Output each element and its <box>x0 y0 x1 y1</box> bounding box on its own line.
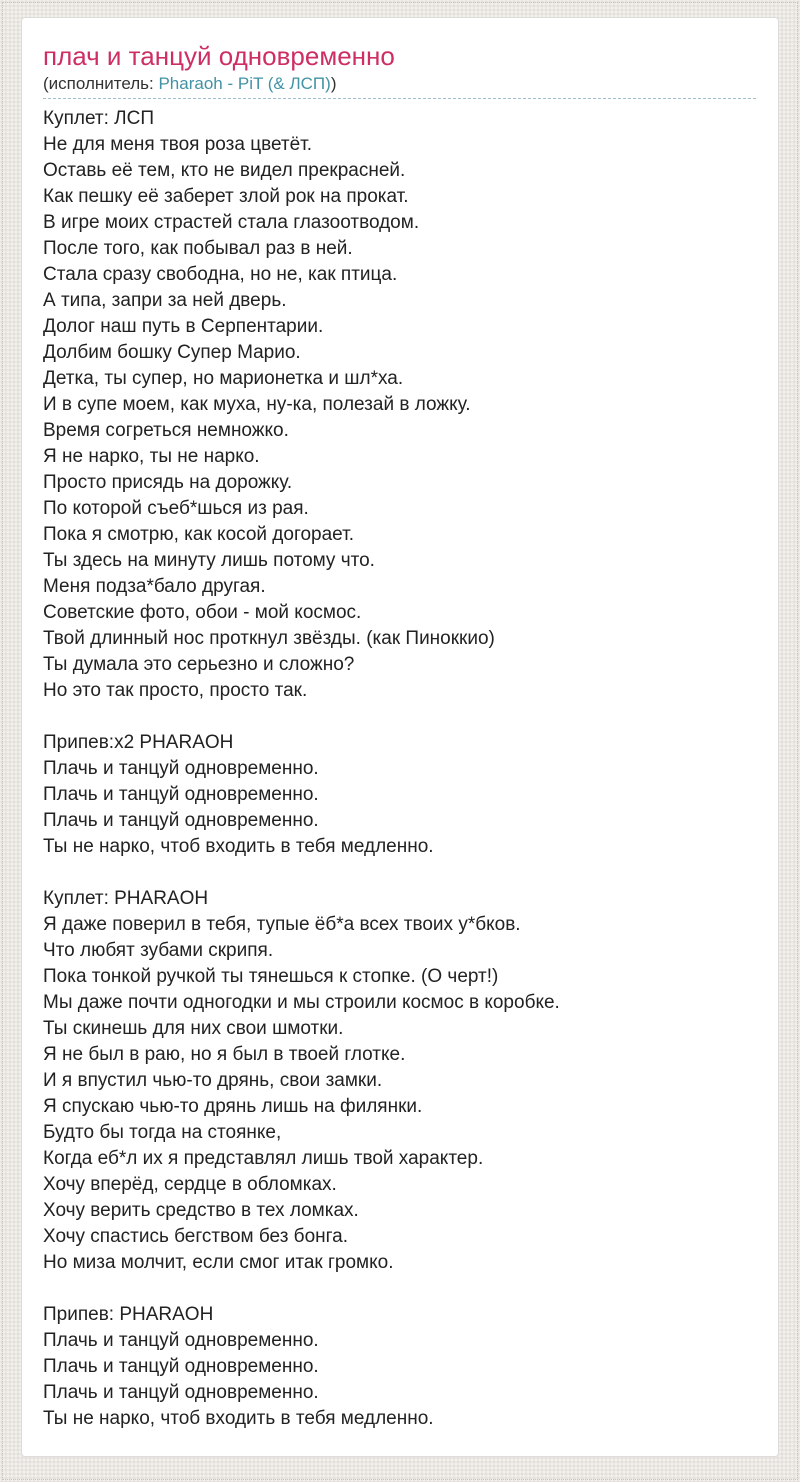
stanza <box>43 1302 756 1432</box>
lyrics-line: Когда еб*л их я представлял лишь твой характер. <box>43 1148 484 1169</box>
artist-link[interactable]: Pharaoh - PiT (& ЛСП) <box>158 74 331 93</box>
lyrics-line: Плачь и танцуй одновременно. <box>43 810 319 831</box>
artist-label-prefix: (исполнитель: <box>43 74 159 93</box>
stanza <box>43 886 756 1276</box>
lyrics-text <box>43 106 756 1432</box>
lyrics-line: Пока я смотрю, как косой догорает. <box>43 524 354 545</box>
lyrics-line: Хочу спастись бегством без бонга. <box>43 1226 348 1247</box>
lyrics-line: По которой съеб*шься из рая. <box>43 498 309 519</box>
lyrics-line: Будто бы тогда на стоянке, <box>43 1122 282 1143</box>
lyrics-card <box>21 17 779 1457</box>
lyrics-line: После того, как побывал раз в ней. <box>43 238 353 259</box>
lyrics-line: В игре моих страстей стала глазоотводом. <box>43 212 420 233</box>
lyrics-line: Плачь и танцуй одновременно. <box>43 1356 319 1377</box>
lyrics-line: Не для меня твоя роза цветёт. <box>43 134 313 155</box>
song-title: плач и танцуй одновременно <box>43 41 395 71</box>
stanza <box>43 106 756 704</box>
lyrics-line: Меня подза*бало другая. <box>43 576 266 597</box>
lyrics-line: Припев:x2 PHARAOH <box>43 732 234 753</box>
lyrics-line: Я не нарко, ты не нарко. <box>43 446 260 467</box>
lyrics-line: Я даже поверил в тебя, тупые ёб*а всех твоих у*бков. <box>43 914 521 935</box>
header <box>43 41 756 99</box>
lyrics-line: Твой длинный нос проткнул звёзды. (как Пиноккио) <box>43 628 495 649</box>
lyrics-line: Что любят зубами скрипя. <box>43 940 274 961</box>
lyrics-line: Хочу вперёд, сердце в обломках. <box>43 1174 337 1195</box>
lyrics-line: Ты думала это серьезно и сложно? <box>43 654 355 675</box>
lyrics-line: Долбим бошку Супер Марио. <box>43 342 301 363</box>
lyrics-line: Мы даже почти одногодки и мы строили космос в коробке. <box>43 992 560 1013</box>
lyrics-line: Ты здесь на минуту лишь потому что. <box>43 550 375 571</box>
lyrics-line: Детка, ты супер, но марионетка и шл*ха. <box>43 368 404 389</box>
lyrics-line: Ты скинешь для них свои шмотки. <box>43 1018 344 1039</box>
lyrics-line: Плачь и танцуй одновременно. <box>43 1382 319 1403</box>
lyrics-line: Куплет: PHARAOH <box>43 888 209 909</box>
lyrics-line: Просто присядь на дорожку. <box>43 472 293 493</box>
lyrics-line: Но миза молчит, если смог итак громко. <box>43 1252 394 1273</box>
artist-line <box>43 73 756 99</box>
lyrics-line: Ты не нарко, чтоб входить в тебя медленно. <box>43 1408 434 1429</box>
stanza <box>43 730 756 860</box>
lyrics-line: Стала сразу свободна, но не, как птица. <box>43 264 398 285</box>
lyrics-line: Советские фото, обои - мой космос. <box>43 602 362 623</box>
lyrics-line: Ты не нарко, чтоб входить в тебя медленно. <box>43 836 434 857</box>
lyrics-line: И в супе моем, как муха, ну-ка, полезай в ложку. <box>43 394 471 415</box>
lyrics-line: Хочу верить средство в тех ломках. <box>43 1200 359 1221</box>
lyrics-line: И я впустил чью-то дрянь, свои замки. <box>43 1070 383 1091</box>
lyrics-line: Припев: PHARAOH <box>43 1304 214 1325</box>
lyrics-line: Пока тонкой ручкой ты тянешься к стопке. (О черт!) <box>43 966 499 987</box>
lyrics-line: Но это так просто, просто так. <box>43 680 308 701</box>
lyrics-line: Оставь её тем, кто не видел прекрасней. <box>43 160 406 181</box>
lyrics-line: Куплет: ЛСП <box>43 108 154 129</box>
lyrics-line: Плачь и танцуй одновременно. <box>43 1330 319 1351</box>
lyrics-line: Я не был в раю, но я был в твоей глотке. <box>43 1044 406 1065</box>
lyrics-line: Долог наш путь в Серпентарии. <box>43 316 324 337</box>
lyrics-line: Я спускаю чью-то дрянь лишь на филянки. <box>43 1096 423 1117</box>
artist-label-suffix: ) <box>330 74 337 93</box>
lyrics-line: Плачь и танцуй одновременно. <box>43 784 319 805</box>
lyrics-line: А типа, запри за ней дверь. <box>43 290 287 311</box>
lyrics-line: Как пешку её заберет злой рок на прокат. <box>43 186 409 207</box>
lyrics-line: Плачь и танцуй одновременно. <box>43 758 319 779</box>
lyrics-line: Время согреться немножко. <box>43 420 289 441</box>
